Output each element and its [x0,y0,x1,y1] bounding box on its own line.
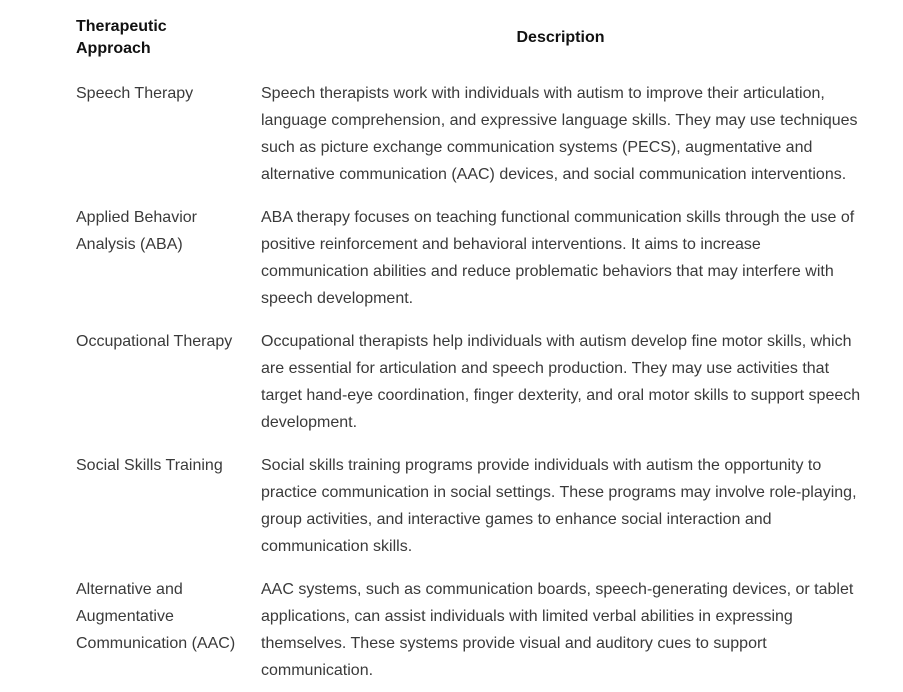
approach-cell: Social Skills Training [76,457,223,474]
approach-cell: Alternative and Augmentative Communication (AAC) [76,581,236,652]
table-row [62,72,872,196]
table-header [62,6,872,72]
table-row [62,196,872,320]
table-header-row [62,6,872,72]
approach-cell: Speech Therapy [76,85,194,102]
header-description: Description [516,29,605,46]
therapy-table-container [62,6,872,692]
description-cell: ABA therapy focuses on teaching functional communication skills through the use of positive reinforcement and behavioral interventions. It aims to increase communication abilities and reduce problematic behaviors that may interfere with speech development. [261,209,855,307]
description-cell: Social skills training programs provide individuals with autism the opportunity to practice communication in social settings. These programs may involve role-playing, group activities, and interactive games to enhance social interaction and communication skills. [261,457,857,555]
table-row [62,568,872,692]
approach-cell: Applied Behavior Analysis (ABA) [76,209,197,253]
table-body [62,72,872,692]
table-row [62,320,872,444]
description-cell: Speech therapists work with individuals with autism to improve their articulation, language comprehension, and expressive language skills. They may use techniques such as picture exchange communication systems (PECS), augmentative and alternative communication (AAC) devices, and social communication interventions. [261,85,858,183]
description-cell: Occupational therapists help individuals with autism develop fine motor skills, which are essential for articulation and speech production. They may use activities that target hand-eye coordination, finger dexterity, and oral motor skills to support speech development. [261,333,861,431]
therapy-table [62,6,872,692]
header-therapeutic-approach: Therapeutic Approach [76,18,167,57]
table-row [62,444,872,568]
description-cell: AAC systems, such as communication boards, speech-generating devices, or tablet applications, can assist individuals with limited verbal abilities in expressing themselves. These systems provide visual and auditory cues to support communication. [261,581,854,679]
approach-cell: Occupational Therapy [76,333,233,350]
